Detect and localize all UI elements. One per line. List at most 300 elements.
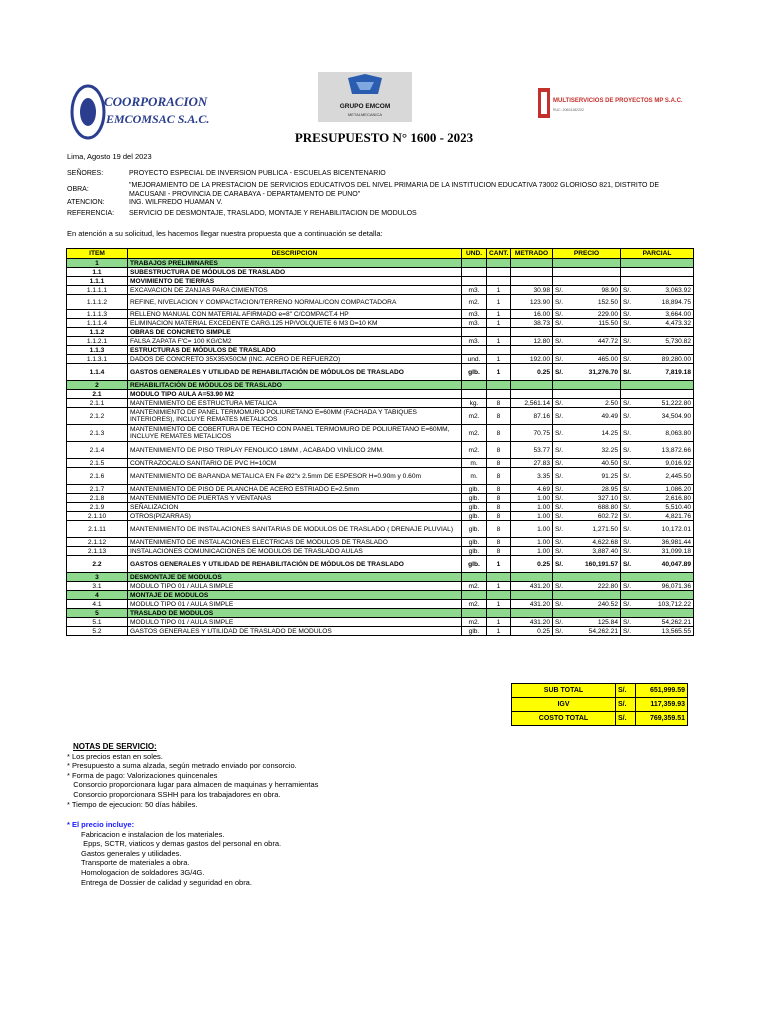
totals-row <box>512 698 688 712</box>
table-row <box>67 485 694 494</box>
cell-parcial <box>621 609 694 618</box>
column-header-metrado: METRADO <box>511 249 553 259</box>
cell-parcial <box>621 618 694 627</box>
cell-cant: 1 <box>487 337 511 346</box>
precio-value: 688.80 <box>597 503 618 511</box>
cell-cant <box>487 591 511 600</box>
cell-descripcion: MANTENIMIENTO DE INSTALACIONES ELECTRICAS DE MODULOS DE TRASLADO <box>128 538 462 547</box>
cell-und: m2. <box>462 600 487 609</box>
document-title: PRESUPUESTO N° 1600 - 2023 <box>294 130 474 145</box>
parcial-value: 2,616.80 <box>665 494 691 502</box>
cell-descripcion: GASTOS GENERALES Y UTILIDAD DE TRASLADO DE MODULOS <box>128 627 462 636</box>
cell-item: 2.1.6 <box>67 468 128 485</box>
precio-value: 240.52 <box>597 600 618 608</box>
cell-cant: 1 <box>487 310 511 319</box>
cell-parcial <box>621 355 694 364</box>
budget-table <box>66 248 694 636</box>
cell-item: 1.1.1 <box>67 277 128 286</box>
currency-symbol: S/. <box>555 298 564 306</box>
budget-table-body <box>67 259 694 636</box>
cell-cant: 8 <box>487 521 511 538</box>
cell-precio <box>553 485 621 494</box>
cell-descripcion: MODULO TIPO 01 / AULA SIMPLE <box>128 600 462 609</box>
currency-symbol: S/. <box>623 618 632 626</box>
precio-value: 327.10 <box>597 494 618 502</box>
cell-und <box>462 381 487 390</box>
table-row <box>67 277 694 286</box>
cell-und: m3. <box>462 337 487 346</box>
cell-parcial <box>621 591 694 600</box>
cell-cant: 1 <box>487 556 511 573</box>
column-header-precio: PRECIO <box>553 249 621 259</box>
cell-und <box>462 609 487 618</box>
total-currency: S/. <box>616 684 636 698</box>
cell-cant <box>487 259 511 268</box>
cell-und <box>462 573 487 582</box>
cell-cant <box>487 346 511 355</box>
cell-parcial <box>621 310 694 319</box>
cell-cant <box>487 573 511 582</box>
multiservicios-logo-name: MULTISERVICIOS DE PROYECTOS MP S.A.C. <box>553 98 683 104</box>
currency-symbol: S/. <box>555 472 564 480</box>
cell-und <box>462 390 487 399</box>
cell-item: 3 <box>67 573 128 582</box>
total-value: 117,359.93 <box>636 698 688 712</box>
cell-metrado <box>511 573 553 582</box>
cell-precio <box>553 556 621 573</box>
cell-und <box>462 346 487 355</box>
table-row <box>67 609 694 618</box>
cell-cant: 1 <box>487 627 511 636</box>
table-row <box>67 355 694 364</box>
cell-und <box>462 591 487 600</box>
cell-metrado <box>511 346 553 355</box>
cell-cant: 1 <box>487 295 511 310</box>
cell-descripcion: RELLENO MANUAL CON MATERIAL AFIRMADO e=8" C/COMPACT.4 HP <box>128 310 462 319</box>
cell-precio <box>553 573 621 582</box>
currency-symbol: S/. <box>555 459 564 467</box>
cell-precio <box>553 627 621 636</box>
cell-descripcion: MONTAJE DE MODULOS <box>128 591 462 600</box>
cell-parcial <box>621 286 694 295</box>
cell-parcial <box>621 408 694 425</box>
currency-symbol: S/. <box>623 319 632 327</box>
precio-value: 2.50 <box>605 399 618 407</box>
cell-item: 2.1.12 <box>67 538 128 547</box>
cell-parcial <box>621 259 694 268</box>
multiservicios-logo-ruc: RUC: 20604182202 <box>553 108 584 112</box>
cell-parcial <box>621 521 694 538</box>
cell-und: m3. <box>462 286 487 295</box>
precio-value: 602.72 <box>597 512 618 520</box>
cell-item: 1.1 <box>67 268 128 277</box>
cell-und: m3. <box>462 319 487 328</box>
cell-descripcion: DADOS DE CONCRETO 35X35X50CM (INC. ACERO DE REFUERZO) <box>128 355 462 364</box>
cell-metrado: 3.35 <box>511 468 553 485</box>
cell-und: m3. <box>462 310 487 319</box>
cell-und: glb. <box>462 627 487 636</box>
cell-cant: 8 <box>487 503 511 512</box>
table-row <box>67 295 694 310</box>
precio-value: 4,622.68 <box>592 538 618 546</box>
table-row <box>67 319 694 328</box>
parcial-value: 8,063.80 <box>665 429 691 437</box>
table-row <box>67 503 694 512</box>
cell-precio <box>553 538 621 547</box>
cell-und: m2. <box>462 618 487 627</box>
header-value: PROYECTO ESPECIAL DE INVERSION PUBLICA - ESCUELAS BICENTENARIO <box>129 170 386 177</box>
currency-symbol: S/. <box>623 399 632 407</box>
cell-und: m. <box>462 468 487 485</box>
cell-und: glb. <box>462 503 487 512</box>
currency-symbol: S/. <box>555 600 564 608</box>
cell-cant <box>487 277 511 286</box>
include-item: Fabricacion e instalacion de los materiales. <box>81 829 225 839</box>
cell-descripcion: SUBESTRUCTURA DE MÓDULOS DE TRASLADO <box>128 268 462 277</box>
table-row <box>67 582 694 591</box>
cell-und: m2. <box>462 408 487 425</box>
totals-row <box>512 712 688 726</box>
cell-descripcion: INSTALACIONES COMUNICACIONES DE MODULOS DE TRASLADO AULAS <box>128 547 462 556</box>
cell-parcial <box>621 328 694 337</box>
cell-descripcion: ESTRUCTURAS DE MÓDULOS DE TRASLADO <box>128 346 462 355</box>
cell-item: 1.1.2.1 <box>67 337 128 346</box>
cell-parcial <box>621 268 694 277</box>
parcial-value: 9,016.92 <box>665 459 691 467</box>
grupo-emcom-logo-line2: METALMECANICA <box>347 112 383 117</box>
cell-metrado <box>511 381 553 390</box>
header-value: "MEJORAMIENTO DE LA PRESTACION DE SERVICIOS EDUCATIVOS DEL NIVEL PRIMARIA DE LA INSTITUCION EDUCATIVA 73002 GLORIOSO 821, DISTRITO DE MACUSANI - PROVINCIA DE CARABAYA - DEPARTAMENTO DE PUNO" <box>129 182 660 198</box>
currency-symbol: S/. <box>555 547 564 555</box>
cell-metrado <box>511 268 553 277</box>
parcial-value: 5,510.40 <box>665 503 691 511</box>
cell-parcial <box>621 538 694 547</box>
precio-value: 160,191.57 <box>584 560 618 568</box>
currency-symbol: S/. <box>623 286 632 294</box>
includes-list <box>67 830 281 888</box>
cell-und: glb. <box>462 494 487 503</box>
service-notes <box>67 742 318 809</box>
cell-item: 1.1.2 <box>67 328 128 337</box>
cell-precio <box>553 442 621 459</box>
table-row <box>67 310 694 319</box>
cell-metrado <box>511 591 553 600</box>
cell-descripcion: REHABILITACIÓN DE MÓDULOS DE TRASLADO <box>128 381 462 390</box>
cell-und <box>462 268 487 277</box>
precio-value: 98.90 <box>601 286 618 294</box>
cell-cant <box>487 268 511 277</box>
cell-descripcion: MODULO TIPO 01 / AULA SIMPLE <box>128 618 462 627</box>
cell-descripcion: MANTENIMIENTO DE COBERTURA DE TECHO CON PANEL TERMOMURO DE POLIURETANO E=60MM, INCLUYE REMATES METALICOS <box>128 425 462 442</box>
cell-und: glb. <box>462 547 487 556</box>
cell-item: 1.1.1.4 <box>67 319 128 328</box>
column-header-und: UND. <box>462 249 487 259</box>
notes-title: NOTAS DE SERVICIO: <box>73 742 157 751</box>
cell-parcial <box>621 442 694 459</box>
cell-precio <box>553 295 621 310</box>
cell-cant <box>487 381 511 390</box>
table-row <box>67 521 694 538</box>
table-row <box>67 286 694 295</box>
cell-metrado <box>511 328 553 337</box>
precio-value: 447.72 <box>597 337 618 345</box>
grupo-emcom-logo <box>318 72 412 122</box>
table-row <box>67 494 694 503</box>
currency-symbol: S/. <box>623 538 632 546</box>
cell-descripcion: REFINE, NIVELACION Y COMPACTACION/TERRENO NORMAL/CON COMPACTADORA <box>128 295 462 310</box>
table-row <box>67 425 694 442</box>
cell-metrado: 1.00 <box>511 512 553 521</box>
header-value: SERVICIO DE DESMONTAJE, TRASLADO, MONTAJE Y REHABILITACION DE MODULOS <box>129 210 417 217</box>
cell-metrado: 1.00 <box>511 503 553 512</box>
totals-table <box>511 683 688 726</box>
cell-item: 2.1.3 <box>67 425 128 442</box>
cell-parcial <box>621 494 694 503</box>
cell-precio <box>553 286 621 295</box>
precio-value: 229.00 <box>597 310 618 318</box>
parcial-value: 3,664.00 <box>665 310 691 318</box>
parcial-value: 13,565.55 <box>661 627 691 635</box>
multiservicios-logo <box>536 84 686 122</box>
table-row <box>67 259 694 268</box>
cell-item: 1.1.1.2 <box>67 295 128 310</box>
cell-item: 3.1 <box>67 582 128 591</box>
cell-und: glb. <box>462 538 487 547</box>
table-row <box>67 328 694 337</box>
cell-item: 1.1.1.3 <box>67 310 128 319</box>
currency-symbol: S/. <box>555 525 564 533</box>
cell-cant: 8 <box>487 538 511 547</box>
currency-symbol: S/. <box>623 446 632 454</box>
header-label: SEÑORES: <box>67 170 104 177</box>
cell-descripcion: TRASLADO DE MODULOS <box>128 609 462 618</box>
parcial-value: 89,280.00 <box>661 355 691 363</box>
cell-descripcion: OTROS(PIZARRAS) <box>128 512 462 521</box>
table-row <box>67 337 694 346</box>
note-item: * Presupuesto a suma alzada, según metrado enviado por consorcio. <box>67 761 297 771</box>
cell-parcial <box>621 573 694 582</box>
cell-item: 2.1.11 <box>67 521 128 538</box>
currency-symbol: S/. <box>555 627 564 635</box>
parcial-value: 34,504.90 <box>661 412 691 420</box>
cell-descripcion: SEÑALIZACION <box>128 503 462 512</box>
cell-precio <box>553 381 621 390</box>
cell-cant: 1 <box>487 600 511 609</box>
cell-und: m2. <box>462 295 487 310</box>
emcomsac-logo-line2: EMCOMSAC S.A.C. <box>106 112 210 126</box>
cell-und: und. <box>462 355 487 364</box>
currency-symbol: S/. <box>623 310 632 318</box>
cell-metrado: 12.80 <box>511 337 553 346</box>
note-item: Consorcio proporcionara lugar para almacen de maquinas y herramientas <box>67 780 319 790</box>
table-row <box>67 442 694 459</box>
precio-value: 152.50 <box>597 298 618 306</box>
cell-parcial <box>621 381 694 390</box>
cell-metrado <box>511 609 553 618</box>
table-row <box>67 573 694 582</box>
column-header-parcial: PARCIAL <box>621 249 694 259</box>
cell-precio <box>553 259 621 268</box>
parcial-value: 96,071.36 <box>661 582 691 590</box>
currency-symbol: S/. <box>623 560 632 568</box>
precio-value: 465.00 <box>597 355 618 363</box>
grupo-emcom-logo-line1: GRUPO EMCOM <box>339 103 391 110</box>
currency-symbol: S/. <box>623 582 632 590</box>
parcial-value: 51,222.80 <box>661 399 691 407</box>
cell-cant <box>487 609 511 618</box>
currency-symbol: S/. <box>555 560 564 568</box>
precio-value: 54,262.21 <box>588 627 618 635</box>
cell-metrado: 1.00 <box>511 521 553 538</box>
currency-symbol: S/. <box>623 459 632 467</box>
cell-metrado: 4.69 <box>511 485 553 494</box>
currency-symbol: S/. <box>623 485 632 493</box>
currency-symbol: S/. <box>555 368 564 376</box>
cell-parcial <box>621 459 694 468</box>
cell-cant: 8 <box>487 425 511 442</box>
cell-parcial <box>621 485 694 494</box>
parcial-value: 2,445.50 <box>665 472 691 480</box>
column-header-item: ITEM <box>67 249 128 259</box>
header-value: ING. WILFREDO HUAMAN V. <box>129 199 223 206</box>
cell-cant <box>487 390 511 399</box>
includes-title: * El precio incluye: <box>67 820 135 829</box>
totals-body <box>512 684 688 726</box>
cell-item: 2.1.10 <box>67 512 128 521</box>
cell-precio <box>553 355 621 364</box>
cell-descripcion: GASTOS GENERALES Y UTILIDAD DE REHABILITACIÓN DE MÓDULOS DE TRASLADO <box>128 364 462 381</box>
total-label: COSTO TOTAL <box>512 712 616 726</box>
cell-parcial <box>621 512 694 521</box>
cell-item: 1.1.1.1 <box>67 286 128 295</box>
currency-symbol: S/. <box>555 618 564 626</box>
precio-value: 125.84 <box>597 618 618 626</box>
precio-value: 32.25 <box>601 446 618 454</box>
cell-cant: 1 <box>487 364 511 381</box>
cell-precio <box>553 328 621 337</box>
cell-metrado: 1.00 <box>511 494 553 503</box>
currency-symbol: S/. <box>623 337 632 345</box>
precio-value: 40.50 <box>601 459 618 467</box>
cell-cant: 8 <box>487 547 511 556</box>
cell-descripcion: MANTENIMIENTO DE PUERTAS Y VENTANAS <box>128 494 462 503</box>
cell-descripcion: MANTENIMIENTO DE PISO TRIPLAY FENOLICO 18MM , ACABADO VINÍLICO 2MM. <box>128 442 462 459</box>
total-currency: S/. <box>616 698 636 712</box>
precio-value: 28.95 <box>601 485 618 493</box>
cell-und: m. <box>462 459 487 468</box>
header-label: REFERENCIA: <box>67 210 115 217</box>
currency-symbol: S/. <box>555 355 564 363</box>
cell-cant: 8 <box>487 399 511 408</box>
cell-metrado: 2,561.14 <box>511 399 553 408</box>
cell-precio <box>553 547 621 556</box>
cell-metrado: 431.20 <box>511 600 553 609</box>
cell-und: kg. <box>462 399 487 408</box>
currency-symbol: S/. <box>623 412 632 420</box>
cell-cant: 1 <box>487 286 511 295</box>
cell-parcial <box>621 547 694 556</box>
intro-text: En atención a su solicitud, les hacemos llegar nuestra propuesta que a continuación se detalla: <box>67 229 383 238</box>
parcial-value: 4,821.76 <box>665 512 691 520</box>
cell-descripcion: EXCAVACION DE ZANJAS PARA CIMIENTOS <box>128 286 462 295</box>
parcial-value: 54,262.21 <box>661 618 691 626</box>
price-includes <box>67 820 281 887</box>
currency-symbol: S/. <box>555 429 564 437</box>
cell-parcial <box>621 319 694 328</box>
parcial-value: 5,730.82 <box>665 337 691 345</box>
currency-symbol: S/. <box>623 355 632 363</box>
cell-cant: 8 <box>487 442 511 459</box>
notes-list <box>67 752 318 810</box>
cell-parcial <box>621 295 694 310</box>
emcomsac-logo-line1: COORPORACION <box>104 94 208 109</box>
cell-metrado: 87.16 <box>511 408 553 425</box>
cell-item: 5.2 <box>67 627 128 636</box>
cell-parcial <box>621 364 694 381</box>
cell-parcial <box>621 390 694 399</box>
cell-cant: 8 <box>487 468 511 485</box>
currency-symbol: S/. <box>555 310 564 318</box>
parcial-value: 3,063.92 <box>665 286 691 294</box>
cell-descripcion: MODULO TIPO 01 / AULA SIMPLE <box>128 582 462 591</box>
cell-item: 4.1 <box>67 600 128 609</box>
cell-precio <box>553 468 621 485</box>
cell-parcial <box>621 277 694 286</box>
cell-descripcion: ELIMINACION MATERIAL EXCEDENTE CARG.125 HP/VOLQUETE 6 M3 D=10 KM <box>128 319 462 328</box>
currency-symbol: S/. <box>555 512 564 520</box>
cell-descripcion: FALSA ZAPATA F'C= 100 KG/CM2 <box>128 337 462 346</box>
note-item: * Tiempo de ejecucion: 50 días hábiles. <box>67 799 198 809</box>
parcial-value: 36,981.44 <box>661 538 691 546</box>
cell-metrado <box>511 390 553 399</box>
currency-symbol: S/. <box>623 600 632 608</box>
cell-metrado: 1.00 <box>511 538 553 547</box>
table-row <box>67 364 694 381</box>
cell-und: glb. <box>462 556 487 573</box>
cell-precio <box>553 268 621 277</box>
cell-metrado: 123.90 <box>511 295 553 310</box>
cell-precio <box>553 364 621 381</box>
parcial-value: 103,712.22 <box>657 600 691 608</box>
currency-symbol: S/. <box>555 503 564 511</box>
cell-metrado: 1.00 <box>511 547 553 556</box>
cell-parcial <box>621 337 694 346</box>
cell-parcial <box>621 346 694 355</box>
cell-metrado: 30.98 <box>511 286 553 295</box>
currency-symbol: S/. <box>555 286 564 294</box>
currency-symbol: S/. <box>555 494 564 502</box>
currency-symbol: S/. <box>623 429 632 437</box>
total-value: 651,999.59 <box>636 684 688 698</box>
currency-symbol: S/. <box>555 582 564 590</box>
currency-symbol: S/. <box>623 368 632 376</box>
cell-parcial <box>621 582 694 591</box>
cell-parcial <box>621 503 694 512</box>
table-row <box>67 600 694 609</box>
totals-row <box>512 684 688 698</box>
cell-und <box>462 328 487 337</box>
cell-descripcion: MANTENIMIENTO DE BARANDA METALICA EN Fe Ø2"x 2.5mm DE ESPESOR H=0.90m y 0.60m <box>128 468 462 485</box>
note-item: * Los precios estan en soles. <box>67 751 163 761</box>
cell-cant: 8 <box>487 512 511 521</box>
precio-value: 222.80 <box>597 582 618 590</box>
currency-symbol: S/. <box>623 298 632 306</box>
currency-symbol: S/. <box>555 337 564 345</box>
parcial-value: 13,872.66 <box>661 446 691 454</box>
total-label: IGV <box>512 698 616 712</box>
cell-parcial <box>621 556 694 573</box>
table-row <box>67 346 694 355</box>
